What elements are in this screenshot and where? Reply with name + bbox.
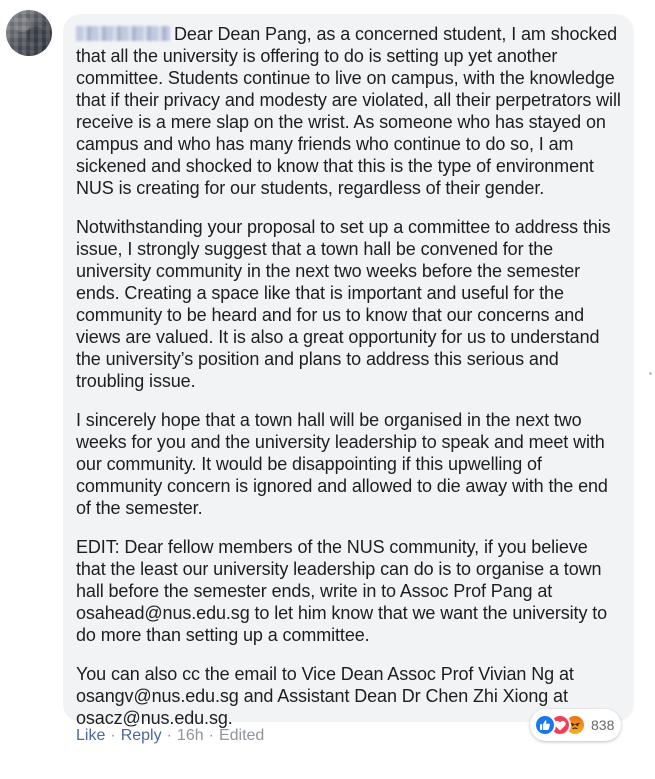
separator-dot: · xyxy=(110,727,116,744)
comment-text-1: Dear Dean Pang, as a concerned student, I am shocked that all the university is offering to do is setting up yet another committee. Students continue to live on campus, with the knowledge that if their privacy and modesty are violated, all their perpetrators will receive is a mere slap on the wrist. As someone who has stayed on campus and who has many friends who continue to do so, I am sickened and shocked to know that this is the type of environment NUS is creating for our students, regardless of their gender. xyxy=(76,24,621,198)
comment-paragraph-4: EDIT: Dear fellow members of the NUS community, if you believe that the least our university leadership can do is to organise a town hall before the semester ends, write in to Assoc Prof Pang at osahead@nus.edu.sg to let him know that we want the university to do more than setting up a committee. xyxy=(76,537,608,645)
separator-dot: · xyxy=(166,727,172,744)
edited-label[interactable]: Edited xyxy=(218,727,265,744)
comment-paragraph-3: I sincerely hope that a town hall will be organised in the next two weeks for you and the university leadership to speak and meet with our community. It would be disappointing if this upwelling of community concern is ignored and allowed to die away with the end of the semester. xyxy=(76,410,608,518)
comment-actions xyxy=(76,727,264,745)
reply-link[interactable]: Reply xyxy=(120,727,162,744)
author-name[interactable] xyxy=(76,26,170,41)
timestamp-link[interactable]: 16h xyxy=(176,727,204,744)
scroll-indicator-dot xyxy=(649,372,652,375)
reaction-count: 838 xyxy=(591,717,615,733)
like-link[interactable]: Like xyxy=(76,727,106,744)
comment-paragraph-1 xyxy=(76,23,622,199)
comment-paragraph-2: Notwithstanding your proposal to set up a committee to address this issue, I strongly suggest that a town hall be convened for the university community in the next two weeks before the semester ends. Creating a space like that is important and useful for the community to be heard and for us to know that our concerns and views are valued. It is also a great opportunity for us to understand the university’s position and plans to address this serious and troubling issue. xyxy=(76,217,611,391)
separator-dot: · xyxy=(208,727,214,744)
avatar[interactable] xyxy=(6,10,52,56)
comment-paragraph-5: You can also cc the email to Vice Dean Assoc Prof Vivian Ng at osangv@nus.edu.sg and Assistant Dean Dr Chen Zhi Xiong at osacz@nus.edu.sg. xyxy=(76,664,574,728)
like-icon xyxy=(534,714,556,736)
reactions-summary[interactable] xyxy=(530,709,621,741)
